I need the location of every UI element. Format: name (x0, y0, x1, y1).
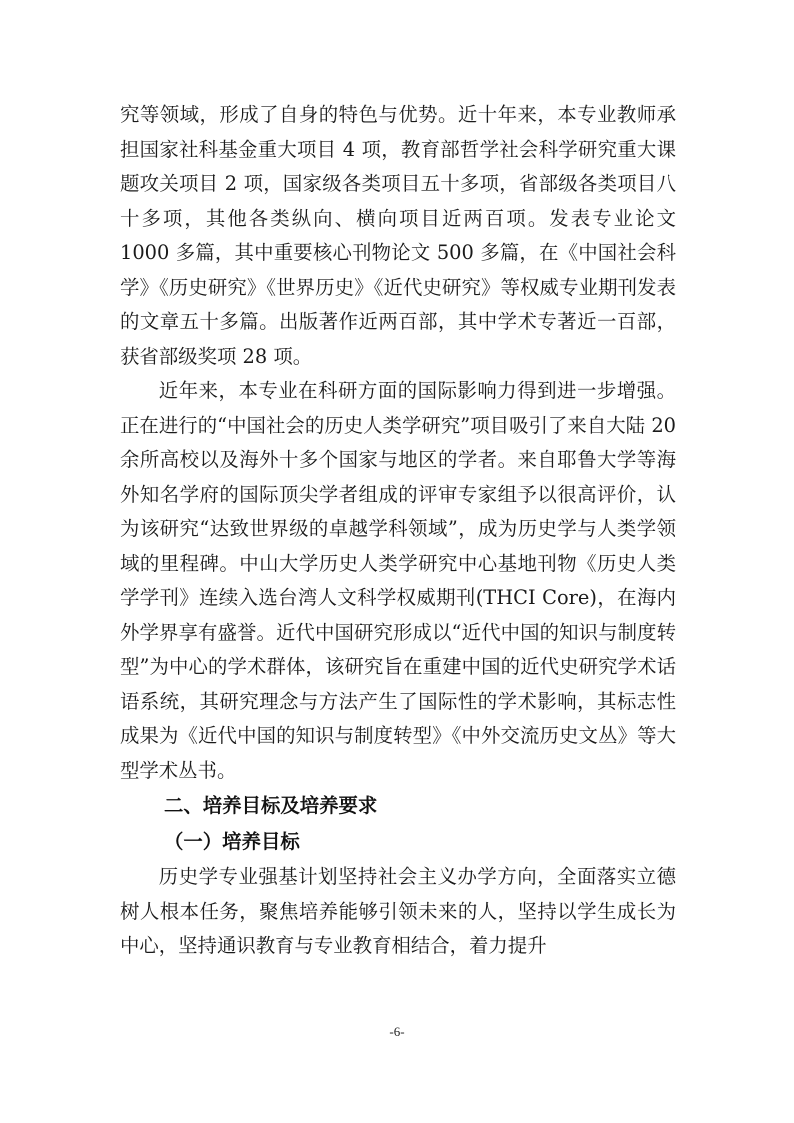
page-content (120, 98, 676, 964)
subsection-heading: （一）培养目标 (164, 830, 300, 853)
paragraph-research-achievements: 究等领域，形成了自身的特色与优势。近十年来，本专业教师承担国家社科基金重大项目 4 项，教育部哲学社会科学研究重大课题攻关项目 2 项，国家级各类项目五十多项，省部级各类项目八十多项，其他各类纵向、横向项目近两百项。发表专业论文 1000 多篇，其中重要核心刊物论文 500 多篇，在《中国社会科学》《历史研究》《世界历史》《近代史研究》等权威专业期刊发表的文章五十多篇。出版著作近两百部，其中学术专著近一百部，获省部级奖项 28 项。 (120, 103, 676, 368)
paragraph-international-influence: 近年来，本专业在科研方面的国际影响力得到进一步增强。正在进行的“中国社会的历史人类学研究”项目吸引了来自大陆 20 余所高校以及海外十多个国家与地区的学者。来自耶鲁大学等海外知名学府的国际顶尖学者组成的评审专家组予以很高评价，认为该研究“达致世界级的卓越学科领域”，成为历史学与人类学领域的里程碑。中山大学历史人类学研究中心基地刊物《历史人类学学刊》连续入选台湾人文科学权威期刊(THCI Core)，在海内外学界享有盛誉。近代中国研究形成以“近代中国的知识与制度转型”为中心的学术群体，该研究旨在重建中国的近代史研究学术话语系统，其研究理念与方法产生了国际性的学术影响，其标志性成果为《近代中国的知识与制度转型》《中外交流历史文丛》等大型学术丛书。 (120, 379, 676, 782)
page-number: -6- (389, 1024, 405, 1039)
paragraph-training-goals: 历史学专业强基计划坚持社会主义办学方向，全面落实立德树人根本任务，聚焦培养能够引领未来的人，坚持以学生成长为中心，坚持通识教育与专业教育相结合，着力提升 (120, 865, 676, 957)
section-heading: 二、培养目标及培养要求 (164, 794, 378, 817)
